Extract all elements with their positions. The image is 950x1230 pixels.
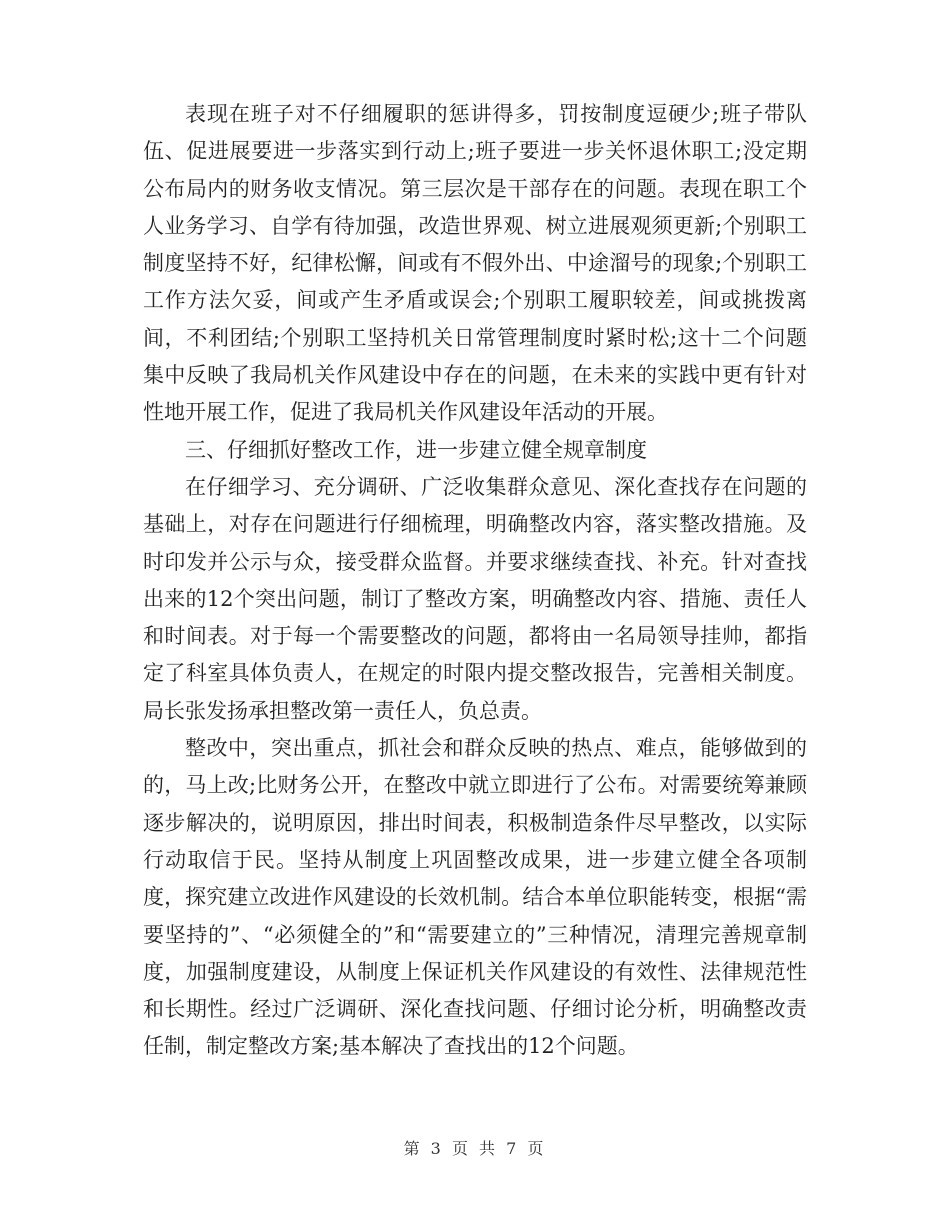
paragraph-3: 整改中，突出重点，抓社会和群众反映的热点、难点，能够做到的的，马上改;比财务公开，在整改中就立即进行了公布。对需要统筹兼顾逐步解决的，说明原因，排出时间表，积极制造条件尽早整改，以实际行动取信于民。坚持从制度上巩固整改成果，进一步建立健全各项制度，探究建立改进作风建设的长效机制。结合本单位职能转变，根据“需要坚持的”、“必须健全的”和“需要建立的”三种情况，清理完善规章制度，加强制度建设，从制度上保证机关作风建设的有效性、法律规范性和长期性。经过广泛调研、深化查找问题、仔细讨论分析，明确整改责任制，制定整改方案;基本解决了查找出的12个问题。 [143, 736, 807, 1059]
paragraph-2: 在仔细学习、充分调研、广泛收集群众意见、深化查找存在问题的基础上，对存在问题进行仔细梳理，明确整改内容，落实整改措施。及时印发并公示与众，接受群众监督。并要求继续查找、补充。针对查找出来的12个突出问题，制订了整改方案，明确整改内容、措施、责任人和时间表。对于每一个需要整改的问题，都将由一名局领导挂帅，都指定了科室具体负责人，在规定的时限内提交整改报告，完善相关制度。局长张发扬承担整改第一责任人，负总责。 [143, 474, 807, 723]
page-footer: 第 3 页 共 7 页 [403, 1139, 547, 1158]
section-heading: 三、仔细抓好整改工作，进一步建立健全规章制度 [185, 437, 647, 462]
paragraph-1: 表现在班子对不仔细履职的惩讲得多，罚按制度逗硬少;班子带队伍、促进展要进一步落实到行动上;班子要进一步关怀退休职工;没定期公布局内的财务收支情况。第三层次是干部存在的问题。表现在职工个人业务学习、自学有待加强，改造世界观、树立进展观须更新;个别职工制度坚持不好，纪律松懈，间或有不假外出、中途溜号的现象;个别职工工作方法欠妥，间或产生矛盾或误会;个别职工履职较差，间或挑拨离间，不利团结;个别职工坚持机关日常管理制度时紧时松;这十二个问题集中反映了我局机关作风建设中存在的问题，在未来的实践中更有针对性地开展工作，促进了我局机关作风建设年活动的开展。 [143, 102, 807, 425]
document-body [143, 96, 807, 1066]
